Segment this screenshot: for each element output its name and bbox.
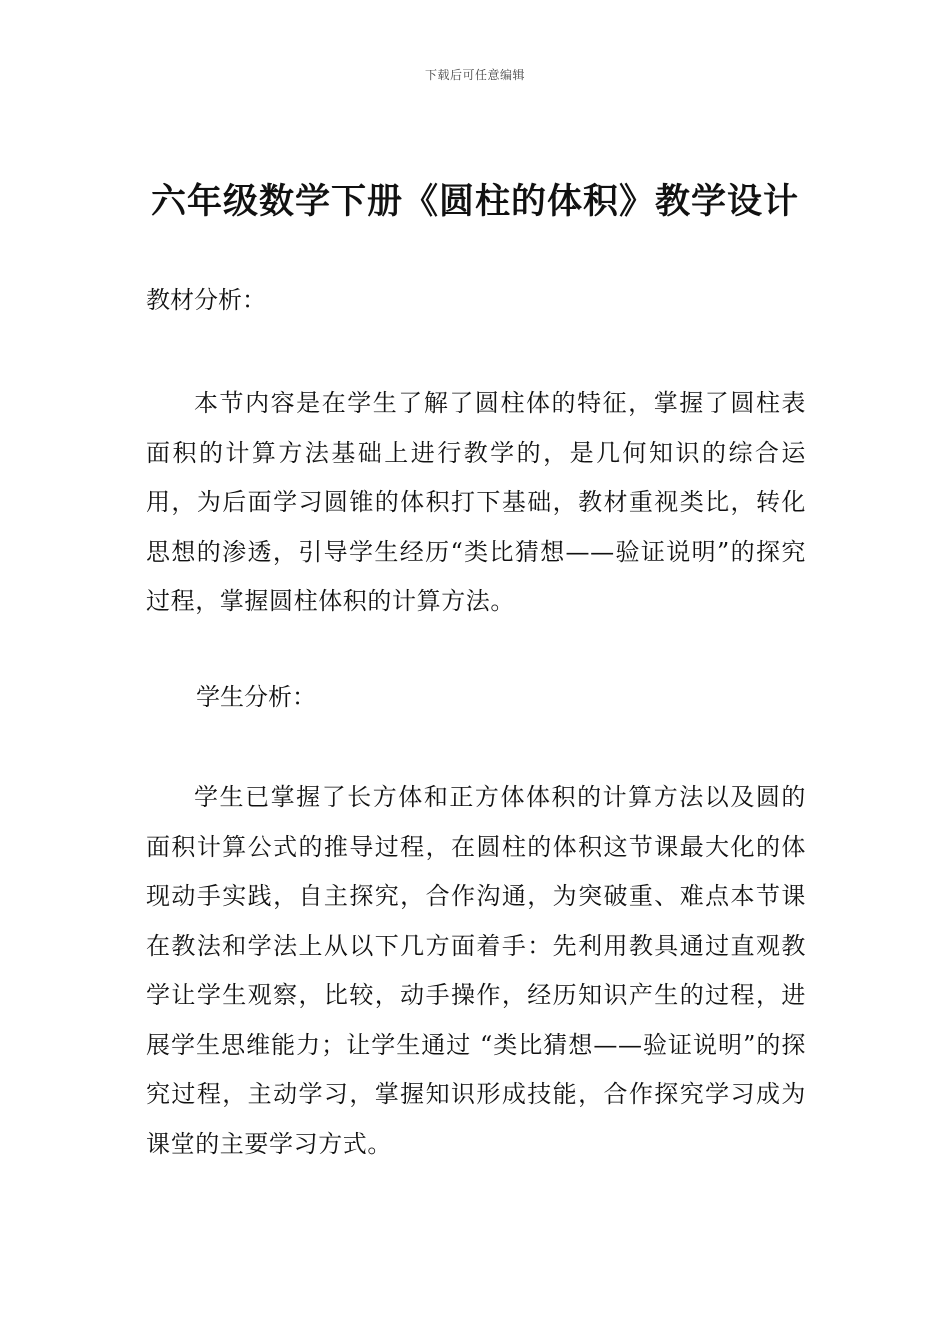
header-note: 下载后可任意编辑 [424,68,525,82]
section-heading-material-analysis: 教材分析： [146,286,266,314]
section-heading-student-analysis: 学生分析： [196,683,316,711]
paragraph-student-analysis: 学生已掌握了长方体和正方体体积的计算方法以及圆的面积计算公式的推导过程，在圆柱的体积这节课最大化的体现动手实践，自主探究，合作沟通，为突破重、难点本节课在教法和学法上从以下几方面着手：先利用教具通过直观教学让学生观察，比较，动手操作，经历知识产生的过程，进展学生思维能力；让学生通过 “类比猜想——验证说明”的探究过程，主动学习，掌握知识形成技能，合作探究学习成为课堂的主要学习方式。 [146,783,806,1158]
document-title: 六年级数学下册《圆柱的体积》教学设计 [150,182,799,222]
paragraph-material-analysis: 本节内容是在学生了解了圆柱体的特征，掌握了圆柱表面积的计算方法基础上进行教学的，是几何知识的综合运用，为后面学习圆锥的体积打下基础，教材重视类比，转化思想的渗透，引导学生经历“类比猜想——验证说明”的探究过程，掌握圆柱体积的计算方法。 [146,389,806,615]
